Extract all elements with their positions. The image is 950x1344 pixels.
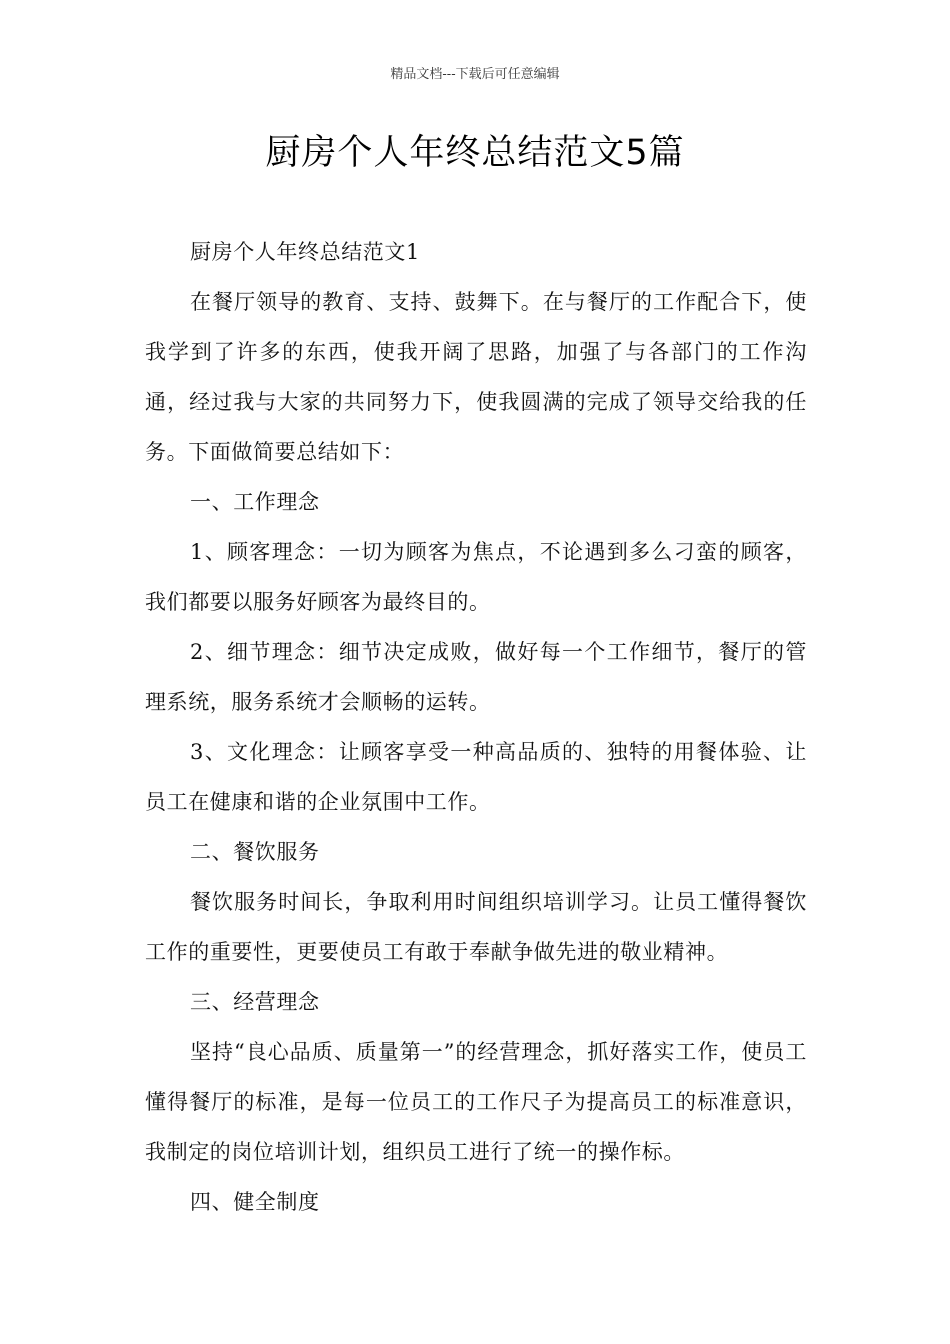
paragraph: 3、文化理念：让顾客享受一种高品质的、独特的用餐体验、让员工在健康和谐的企业氛围中工作。 — [145, 740, 807, 814]
section-heading: 三、经营理念 — [190, 990, 320, 1014]
section-heading: 四、健全制度 — [190, 1190, 320, 1214]
paragraph: 2、细节理念：细节决定成败，做好每一个工作细节，餐厅的管理系统，服务系统才会顺畅的运转。 — [145, 640, 807, 714]
paragraph: 1、顾客理念：一切为顾客为焦点，不论遇到多么刁蛮的顾客，我们都要以服务好顾客为最终目的。 — [145, 540, 807, 614]
document-title: 厨房个人年终总结范文5篇 — [265, 133, 685, 173]
section-heading: 二、餐饮服务 — [190, 840, 320, 864]
section-heading: 厨房个人年终总结范文1 — [190, 240, 420, 264]
paragraph: 坚持“良心品质、质量第一”的经营理念，抓好落实工作，使员工懂得餐厅的标准，是每一位员工的工作尺子为提高员工的标准意识，我制定的岗位培训计划，组织员工进行了统一的操作标。 — [145, 1040, 807, 1164]
document-body — [145, 227, 807, 1227]
paragraph: 餐饮服务时间长，争取利用时间组织培训学习。让员工懂得餐饮工作的重要性，更要使员工有敢于奉献争做先进的敬业精神。 — [145, 890, 807, 964]
paragraph: 在餐厅领导的教育、支持、鼓舞下。在与餐厅的工作配合下，使我学到了许多的东西，使我开阔了思路，加强了与各部门的工作沟通，经过我与大家的共同努力下，使我圆满的完成了领导交给我的任务。下面做简要总结如下： — [145, 290, 807, 464]
section-heading: 一、工作理念 — [190, 490, 320, 514]
page-header: 精品文档---下载后可任意编辑 — [390, 67, 560, 82]
